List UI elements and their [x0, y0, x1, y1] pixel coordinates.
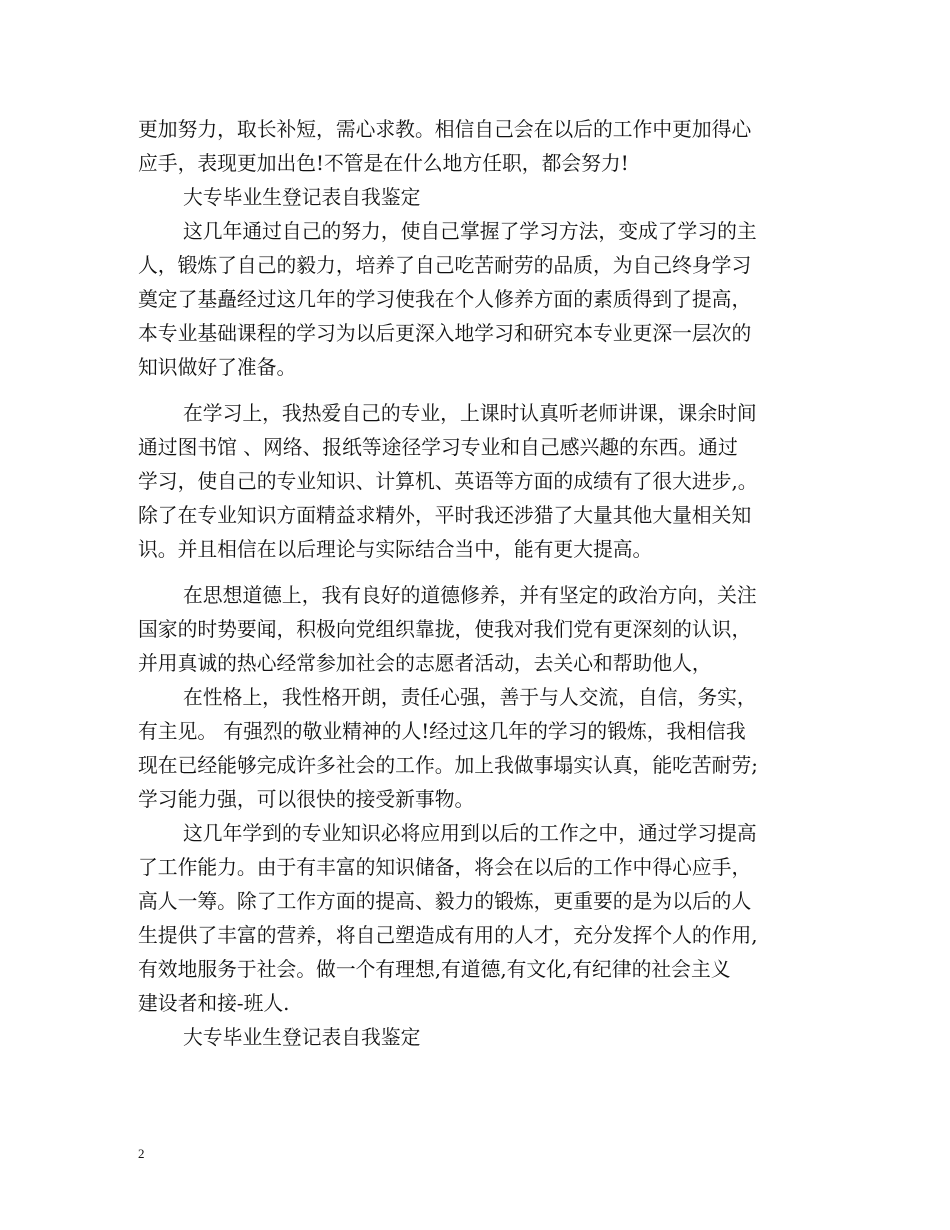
text-line: 奠定了基矗经过这几年的学习使我在个人修养方面的素质得到了提高，	[138, 288, 752, 311]
text-line: 并用真诚的热心经常参加社会的志愿者活动，去关心和帮助他人，	[138, 652, 712, 675]
text-line: 识。并且相信在以后理论与实际结合当中，能有更大提高。	[138, 538, 653, 561]
section-heading: 大专毕业生登记表自我鉴定	[183, 1026, 421, 1049]
text-line: 现在已经能够完成许多社会的工作。加上我做事塌实认真，能吃苦耐劳;	[138, 754, 758, 777]
text-line: 知识做好了准备。	[138, 356, 297, 379]
text-line: 了工作能力。由于有丰富的知识储备，将会在以后的工作中得心应手，	[138, 856, 752, 879]
text-line: 本专业基础课程的学习为以后更深入地学习和研究本专业更深一层次的	[138, 322, 752, 345]
text-line: 生提供了丰富的营养，将自己塑造成有用的人才，充分发挥个人的作用,	[138, 924, 758, 947]
text-line: 在学习上，我热爱自己的专业，上课时认真听老师讲课，课余时间	[183, 402, 757, 425]
text-line: 有主见。 有强烈的敬业精神的人!经过这几年的学习的锻炼，我相信我	[138, 720, 746, 743]
text-line: 国家的时势要闻，积极向党组织靠拢，使我对我们党有更深刻的认识，	[138, 618, 752, 641]
text-line: 除了在专业知识方面精益求精外，平时我还涉猎了大量其他大量相关知	[138, 504, 752, 527]
section-heading: 大专毕业生登记表自我鉴定	[183, 186, 421, 209]
text-line: 有效地服务于社会。做一个有理想,有道德,有文化,有纪律的社会主义	[138, 958, 731, 981]
text-line: 学习，使自己的专业知识、计算机、英语等方面的成绩有了很大进步,。	[138, 470, 758, 493]
text-line: 在思想道德上，我有良好的道德修养，并有坚定的政治方向，关注	[183, 584, 757, 607]
page-number: 2	[138, 1146, 145, 1161]
text-line: 在性格上，我性格开朗，责任心强，善于与人交流，自信，务实，	[183, 686, 757, 709]
text-line: 建设者和接-班人.	[138, 992, 290, 1015]
text-line: 应手，表现更加出色!不管是在什么地方任职，都会努力!	[138, 152, 629, 175]
text-line: 这几年学到的专业知识必将应用到以后的工作之中，通过学习提高	[183, 822, 757, 845]
text-line: 这几年通过自己的努力，使自己掌握了学习方法，变成了学习的主	[183, 220, 757, 243]
text-line: 高人一筹。除了工作方面的提高、毅力的锻炼，更重要的是为以后的人	[138, 890, 752, 913]
text-line: 人，锻炼了自己的毅力，培养了自己吃苦耐劳的品质，为自己终身学习	[138, 254, 752, 277]
text-line: 学习能力强，可以很快的接受新事物。	[138, 788, 475, 811]
text-line: 更加努力，取长补短，需心求教。相信自己会在以后的工作中更加得心	[138, 118, 752, 141]
text-line: 通过图书馆 、网络、报纸等途径学习专业和自己感兴趣的东西。通过	[138, 436, 738, 459]
